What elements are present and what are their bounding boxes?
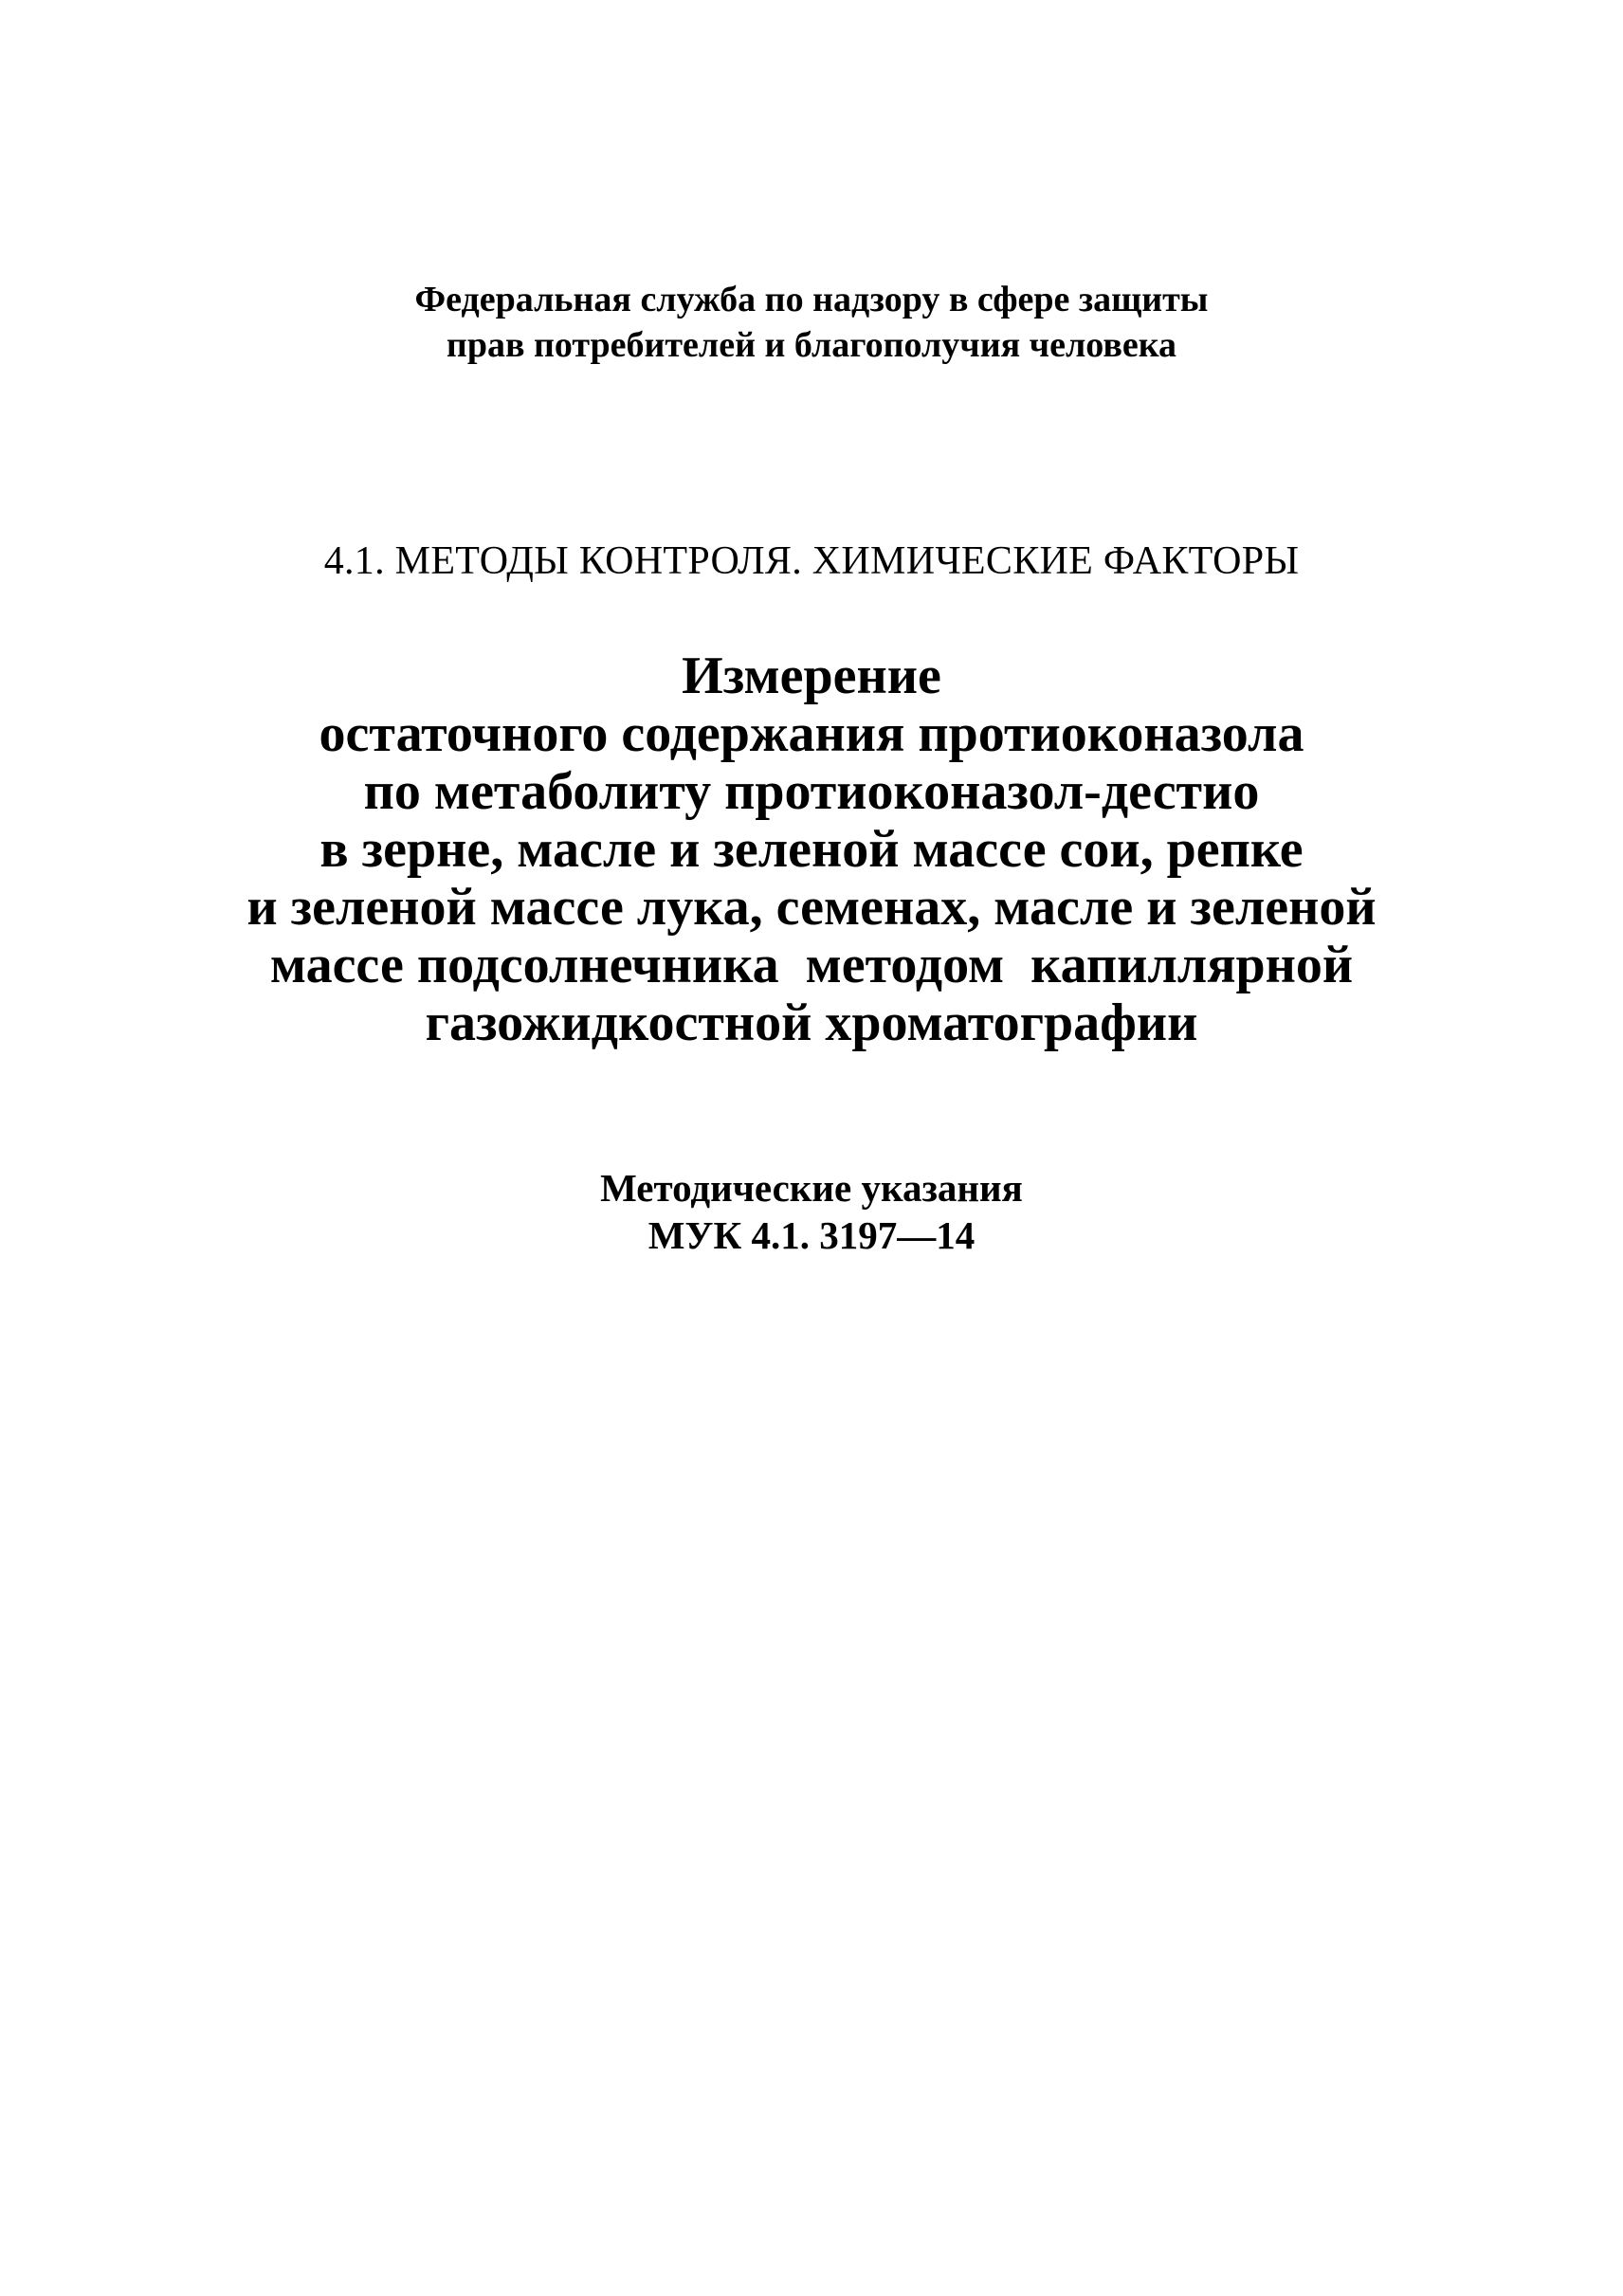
document-code: МУК 4.1. 3197—14 <box>647 1213 976 1257</box>
section-heading: 4.1. МЕТОДЫ КОНТРОЛЯ. ХИМИЧЕСКИЕ ФАКТОРЫ <box>323 539 1300 583</box>
title-line-4: в зерне, масле и зеленой массе сои, репке <box>319 820 1304 879</box>
title-line-7: газожидкостной хроматографии <box>425 993 1198 1052</box>
title-line-5: и зеленой массе лука, семенах, масле и зеленой <box>246 878 1377 937</box>
agency-line-2: прав потребителей и благополучия человека <box>446 325 1177 365</box>
title-line-1: Измерение <box>682 647 941 705</box>
document-type-label: Методические указания <box>600 1166 1023 1210</box>
title-line-2: остаточного содержания протиоконазола <box>319 704 1304 763</box>
title-line-3: по метаболиту протиоконазол-дестио <box>363 762 1260 821</box>
document-title <box>0 647 1623 1052</box>
agency-header <box>0 277 1623 368</box>
agency-line-1: Федеральная служба по надзору в сфере защиты <box>414 280 1209 319</box>
title-line-6: массе подсолнечника методом капиллярной <box>269 936 1354 994</box>
document-type <box>0 1164 1623 1259</box>
